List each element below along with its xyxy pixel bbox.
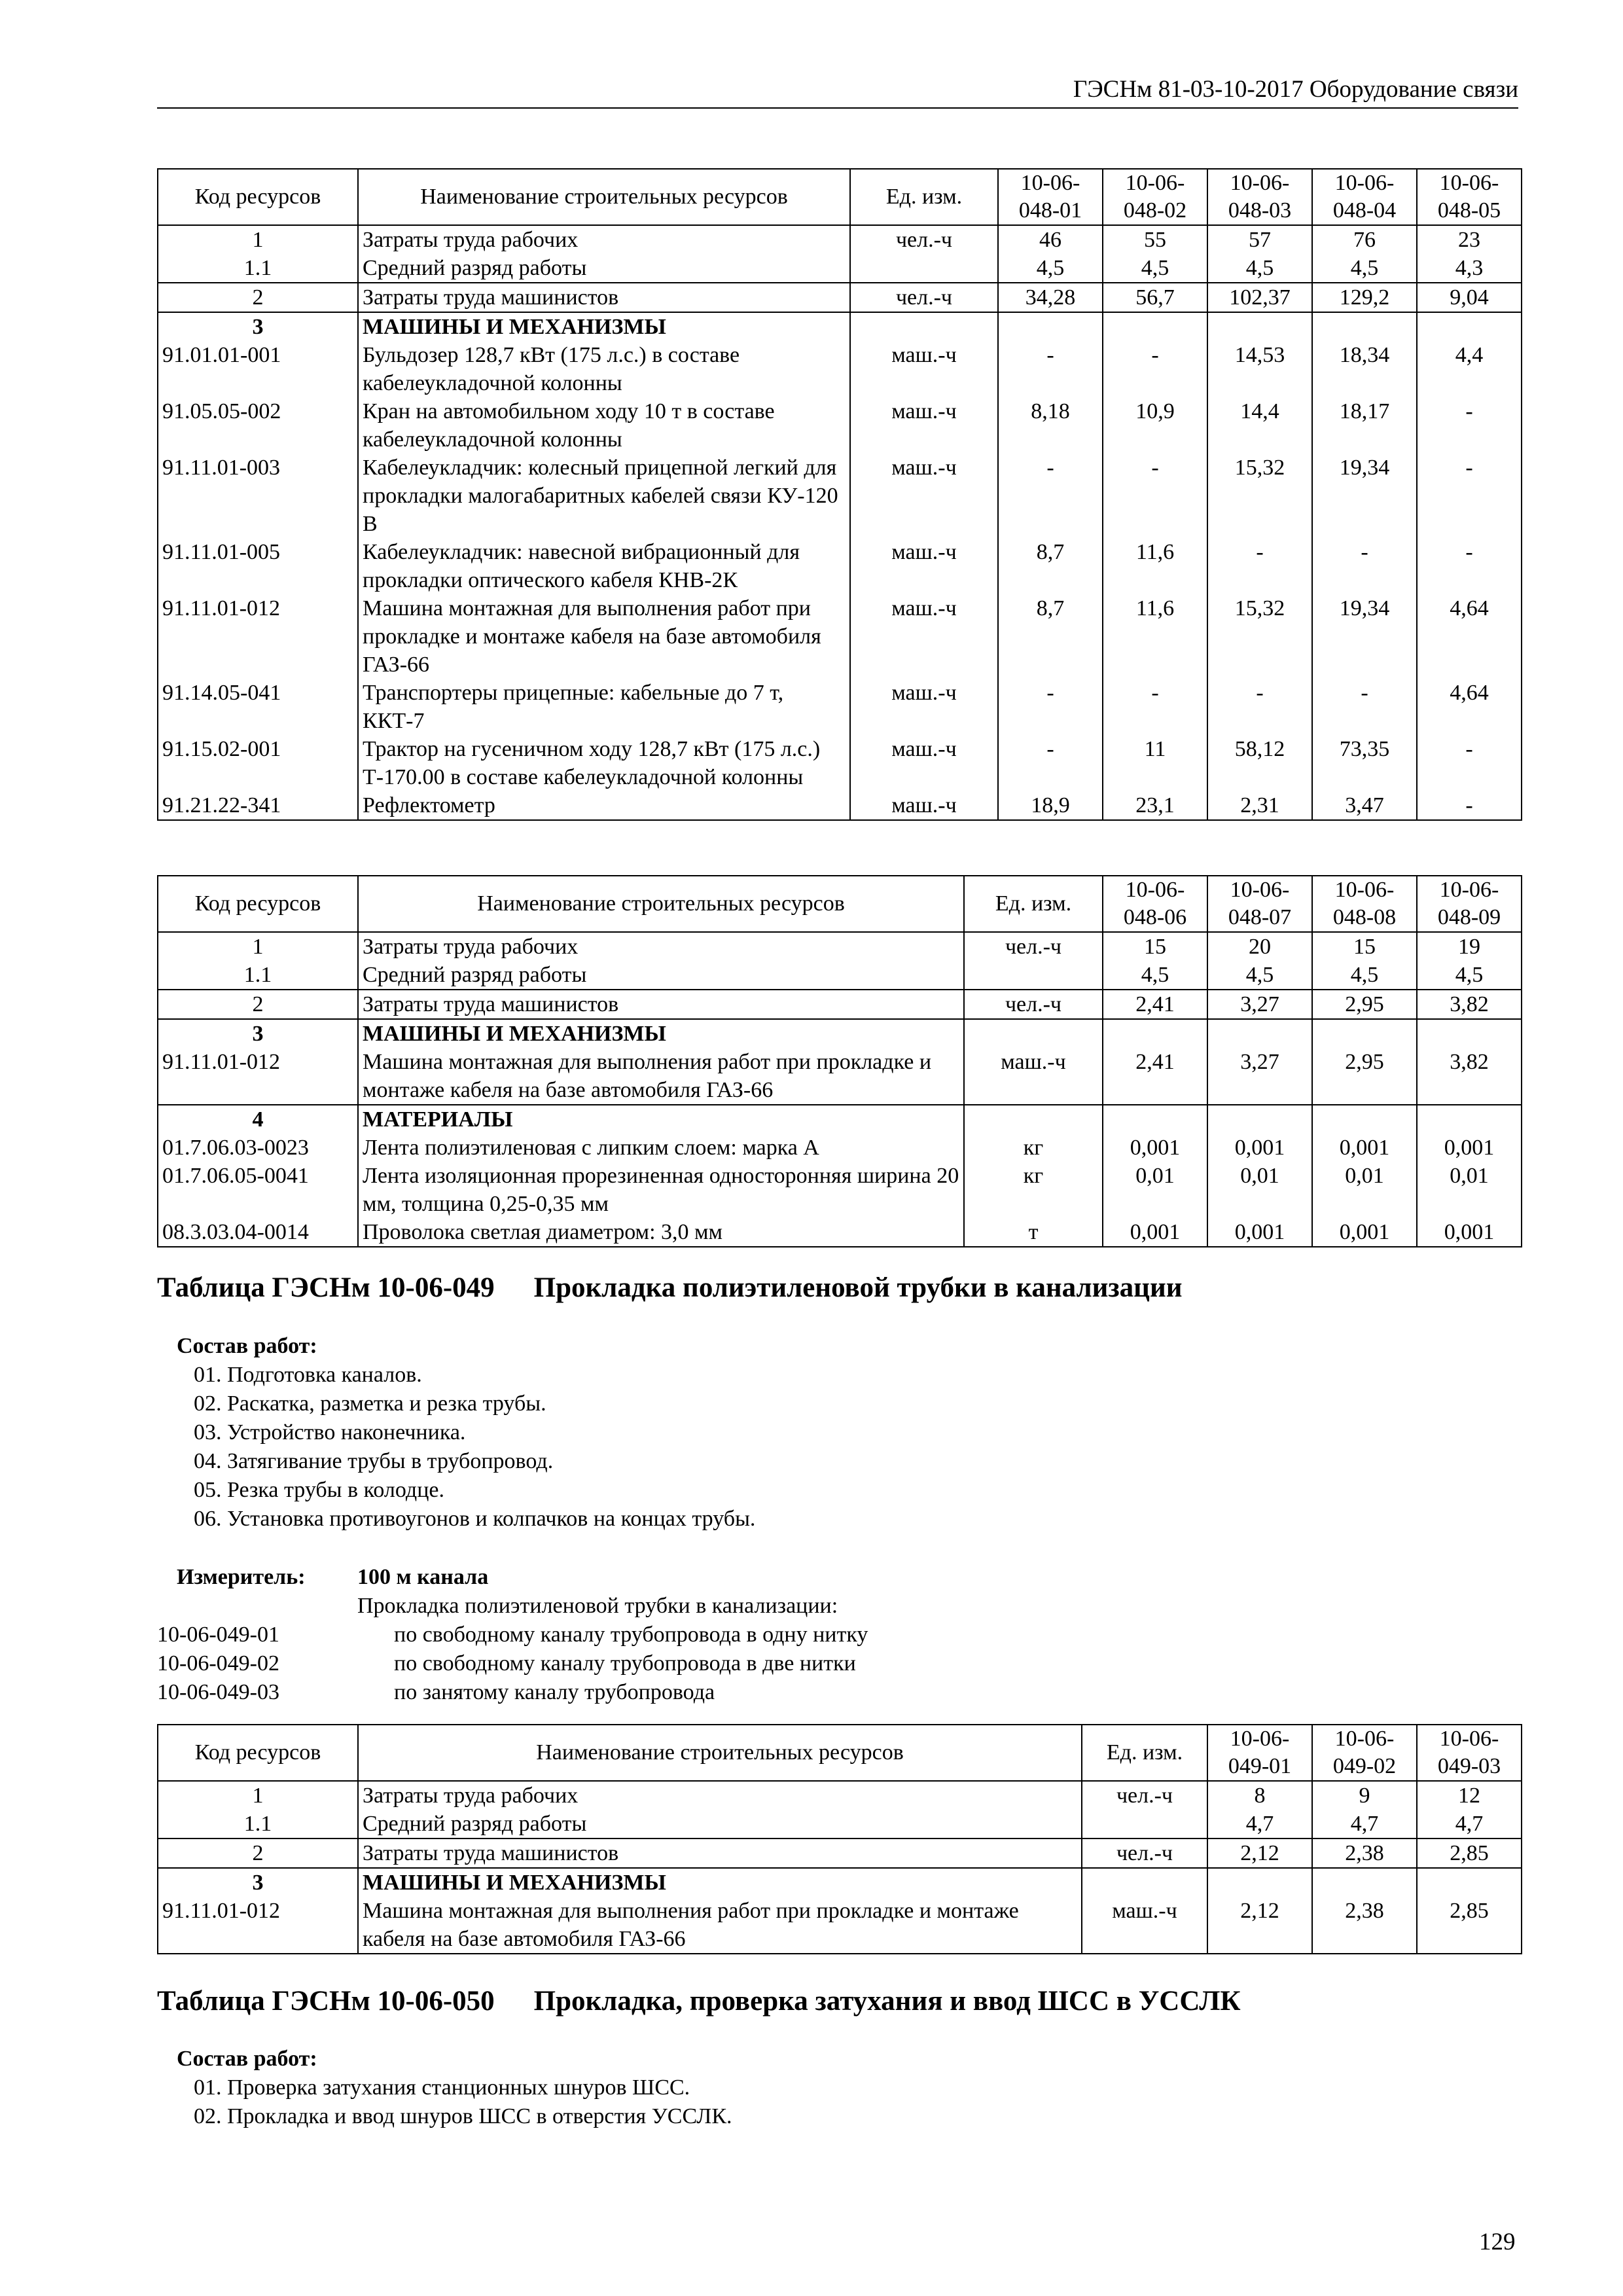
value-cell: 4,7	[1417, 1810, 1522, 1839]
resource-name-cell: Затраты труда машинистов	[358, 990, 964, 1019]
variant-code: 10-06-049-01	[157, 1623, 279, 1647]
resource-code-cell: 91.21.22-341	[158, 791, 358, 820]
variant-code: 10-06-049-02	[157, 1651, 279, 1676]
resource-name-cell: Средний разряд работы	[358, 254, 850, 283]
col-header-name: Наименование строительных ресурсов	[358, 876, 964, 932]
value-cell: 57	[1207, 225, 1312, 254]
resource-code-cell: 1.1	[158, 254, 358, 283]
value-cell: 4,5	[1207, 961, 1312, 990]
value-cell: 12	[1417, 1781, 1522, 1810]
resource-name-cell: Затраты труда рабочих	[358, 225, 850, 254]
value-cell: 23,1	[1103, 791, 1207, 820]
resource-code-cell: 01.7.06.03-0023	[158, 1134, 358, 1162]
resource-code-cell: 1	[158, 932, 358, 961]
unit-cell: кг	[964, 1134, 1103, 1162]
table-row	[158, 1868, 1522, 1897]
resource-code-cell: 91.14.05-041	[158, 679, 358, 735]
value-cell	[1312, 1868, 1417, 1897]
unit-cell	[1082, 1868, 1207, 1897]
value-cell: 0,01	[1312, 1162, 1417, 1218]
value-cell: 2,95	[1312, 990, 1417, 1019]
unit-cell: маш.-ч	[850, 454, 998, 538]
col-header-norm-code: 10-06-048-07	[1207, 876, 1312, 932]
value-cell: 8,7	[998, 538, 1103, 594]
value-cell: 55	[1103, 225, 1207, 254]
value-cell: 4,64	[1417, 594, 1522, 679]
table-row	[158, 538, 1522, 594]
table-row	[158, 1897, 1522, 1954]
unit-cell: маш.-ч	[850, 594, 998, 679]
value-cell	[1207, 312, 1312, 341]
resource-table-049	[157, 1724, 1522, 1954]
meter-variant-row	[157, 1621, 1518, 1649]
value-cell: -	[1417, 791, 1522, 820]
value-cell: 129,2	[1312, 283, 1417, 312]
resource-code-cell: 91.15.02-001	[158, 735, 358, 791]
resource-code-cell: 3	[158, 1019, 358, 1048]
value-cell: 0,001	[1312, 1218, 1417, 1247]
value-cell: 0,01	[1103, 1162, 1207, 1218]
unit-cell	[964, 1105, 1103, 1134]
work-composition-049	[157, 1332, 1518, 1534]
value-cell: -	[998, 454, 1103, 538]
table-row	[158, 1134, 1522, 1162]
table-row	[158, 1162, 1522, 1218]
value-cell: 9,04	[1417, 283, 1522, 312]
col-header-norm-code: 10-06-048-02	[1103, 169, 1207, 225]
value-cell	[1207, 1868, 1312, 1897]
value-cell: 4,5	[1103, 254, 1207, 283]
value-cell: 15,32	[1207, 594, 1312, 679]
table-row	[158, 1781, 1522, 1810]
meter-variant-row	[157, 1678, 1518, 1707]
resource-table-048-part2	[157, 875, 1522, 1247]
table-row	[158, 283, 1522, 312]
unit-cell: чел.-ч	[1082, 1781, 1207, 1810]
table-row	[158, 341, 1522, 397]
value-cell	[1417, 1105, 1522, 1134]
value-cell: 4,7	[1207, 1810, 1312, 1839]
table-title-text: Прокладка полиэтиленовой трубки в канализации	[533, 1272, 1183, 1303]
value-cell	[998, 312, 1103, 341]
value-cell	[1417, 1019, 1522, 1048]
resource-name-cell: Транспортеры прицепные: кабельные до 7 т, ККТ-7	[358, 679, 850, 735]
value-cell: 0,001	[1417, 1218, 1522, 1247]
value-cell: 0,001	[1417, 1134, 1522, 1162]
table-row	[158, 990, 1522, 1019]
col-header-name: Наименование строительных ресурсов	[358, 1725, 1082, 1781]
unit-cell: маш.-ч	[850, 679, 998, 735]
table-header	[158, 169, 1522, 225]
section-heading-cell: МАТЕРИАЛЫ	[358, 1105, 964, 1134]
resource-name-cell: Затраты труда машинистов	[358, 1839, 1082, 1868]
value-cell: 3,82	[1417, 1048, 1522, 1105]
table-row	[158, 1105, 1522, 1134]
col-header-norm-code: 10-06-048-03	[1207, 169, 1312, 225]
unit-cell: маш.-ч	[850, 791, 998, 820]
unit-cell: маш.-ч	[850, 397, 998, 454]
value-cell: 0,01	[1207, 1162, 1312, 1218]
resource-code-cell: 91.05.05-002	[158, 397, 358, 454]
work-composition-label: Состав работ:	[177, 2047, 317, 2071]
table-row	[158, 1839, 1522, 1868]
resource-name-cell: Затраты труда машинистов	[358, 283, 850, 312]
value-cell: 0,001	[1312, 1134, 1417, 1162]
resource-name-cell: Бульдозер 128,7 кВт (175 л.с.) в составе кабелеукладочной колонны	[358, 341, 850, 397]
running-header: ГЭСНм 81-03-10-2017 Оборудование связи	[157, 73, 1518, 109]
value-cell: 4,5	[1312, 961, 1417, 990]
table-row	[158, 225, 1522, 254]
resource-name-cell: Лента полиэтиленовая с липким слоем: марка А	[358, 1134, 964, 1162]
resource-name-cell: Рефлектометр	[358, 791, 850, 820]
value-cell	[1417, 1868, 1522, 1897]
table-header	[158, 876, 1522, 932]
work-step: 05. Резка трубы в колодце.	[194, 1478, 444, 1502]
table-body	[158, 932, 1522, 1247]
value-cell: 15	[1103, 932, 1207, 961]
work-composition-label: Состав работ:	[177, 1334, 317, 1358]
unit-cell: маш.-ч	[964, 1048, 1103, 1105]
value-cell: 0,001	[1103, 1134, 1207, 1162]
value-cell: 4,5	[1103, 961, 1207, 990]
value-cell: 2,12	[1207, 1839, 1312, 1868]
resource-code-cell: 91.01.01-001	[158, 341, 358, 397]
work-step: 03. Устройство наконечника.	[194, 1420, 466, 1444]
value-cell: 2,41	[1103, 990, 1207, 1019]
resource-code-cell: 1	[158, 1781, 358, 1810]
value-cell: -	[1312, 538, 1417, 594]
value-cell: 23	[1417, 225, 1522, 254]
unit-cell: чел.-ч	[964, 990, 1103, 1019]
value-cell: -	[1103, 454, 1207, 538]
resource-code-cell: 91.11.01-003	[158, 454, 358, 538]
table-row	[158, 594, 1522, 679]
col-header-norm-code: 10-06-049-01	[1207, 1725, 1312, 1781]
value-cell: -	[998, 679, 1103, 735]
col-header-code: Код ресурсов	[158, 1725, 358, 1781]
value-cell: 4,5	[1207, 254, 1312, 283]
page-number: 129	[1479, 2229, 1516, 2255]
value-cell: -	[1312, 679, 1417, 735]
value-cell: 2,95	[1312, 1048, 1417, 1105]
resource-code-cell: 2	[158, 283, 358, 312]
work-step: 02. Раскатка, разметка и резка трубы.	[194, 1391, 546, 1416]
value-cell: 14,53	[1207, 341, 1312, 397]
work-step: 01. Проверка затухания станционных шнуров ШСС.	[194, 2075, 690, 2100]
value-cell: 20	[1207, 932, 1312, 961]
resource-code-cell: 2	[158, 1839, 358, 1868]
unit-cell: маш.-ч	[1082, 1897, 1207, 1954]
value-cell: 9	[1312, 1781, 1417, 1810]
table-row	[158, 1218, 1522, 1247]
col-header-unit: Ед. изм.	[964, 876, 1103, 932]
value-cell: 18,17	[1312, 397, 1417, 454]
value-cell: 4,64	[1417, 679, 1522, 735]
value-cell: -	[1207, 538, 1312, 594]
value-cell: -	[1417, 397, 1522, 454]
col-header-norm-code: 10-06-048-06	[1103, 876, 1207, 932]
table-title-text: Прокладка, проверка затухания и ввод ШСС в УССЛК	[533, 1986, 1241, 2017]
col-header-norm-code: 10-06-048-08	[1312, 876, 1417, 932]
unit-cell: чел.-ч	[1082, 1839, 1207, 1868]
unit-cell: чел.-ч	[850, 283, 998, 312]
table-title-code: Таблица ГЭСНм 10-06-050	[157, 1986, 495, 2017]
meter-description: Прокладка полиэтиленовой трубки в канализации:	[357, 1594, 838, 1618]
value-cell	[1312, 312, 1417, 341]
resource-table-048-part1	[157, 168, 1522, 821]
resource-code-cell: 2	[158, 990, 358, 1019]
value-cell: 8,18	[998, 397, 1103, 454]
value-cell: 2,41	[1103, 1048, 1207, 1105]
resource-code-cell: 91.11.01-012	[158, 594, 358, 679]
resource-name-cell: Средний разряд работы	[358, 961, 964, 990]
value-cell: 15	[1312, 932, 1417, 961]
resource-code-cell: 1.1	[158, 1810, 358, 1839]
value-cell: 56,7	[1103, 283, 1207, 312]
resource-name-cell: Машина монтажная для выполнения работ при прокладке и монтаже кабеля на базе автомобиля ГАЗ-66	[358, 1048, 964, 1105]
value-cell: 15,32	[1207, 454, 1312, 538]
value-cell: 2,31	[1207, 791, 1312, 820]
unit-cell: маш.-ч	[850, 341, 998, 397]
table-row	[158, 254, 1522, 283]
work-step: 02. Прокладка и ввод шнуров ШСС в отверстия УССЛК.	[194, 2104, 732, 2128]
resource-code-cell: 1.1	[158, 961, 358, 990]
resource-name-cell: Затраты труда рабочих	[358, 1781, 1082, 1810]
resource-name-cell: Лента изоляционная прорезиненная односторонняя ширина 20 мм, толщина 0,25-0,35 мм	[358, 1162, 964, 1218]
value-cell: -	[1207, 679, 1312, 735]
col-header-norm-code: 10-06-048-05	[1417, 169, 1522, 225]
col-header-norm-code: 10-06-049-03	[1417, 1725, 1522, 1781]
resource-code-cell: 01.7.06.05-0041	[158, 1162, 358, 1218]
value-cell: 14,4	[1207, 397, 1312, 454]
value-cell	[1207, 1105, 1312, 1134]
meter-block-049	[157, 1563, 1518, 1707]
unit-cell: т	[964, 1218, 1103, 1247]
col-header-name: Наименование строительных ресурсов	[358, 169, 850, 225]
table-row	[158, 397, 1522, 454]
value-cell: 0,001	[1207, 1218, 1312, 1247]
value-cell: 11,6	[1103, 538, 1207, 594]
resource-code-cell: 3	[158, 312, 358, 341]
value-cell: 76	[1312, 225, 1417, 254]
value-cell: 19,34	[1312, 594, 1417, 679]
value-cell: 46	[998, 225, 1103, 254]
resource-name-cell: Средний разряд работы	[358, 1810, 1082, 1839]
value-cell: 4,3	[1417, 254, 1522, 283]
value-cell: 3,27	[1207, 1048, 1312, 1105]
resource-code-cell: 1	[158, 225, 358, 254]
table-body	[158, 1781, 1522, 1954]
table-body	[158, 225, 1522, 820]
value-cell: 4,4	[1417, 341, 1522, 397]
value-cell: -	[1103, 341, 1207, 397]
table-title-049	[157, 1270, 1518, 1306]
resource-code-cell: 91.11.01-012	[158, 1897, 358, 1954]
value-cell	[1312, 1019, 1417, 1048]
col-header-unit: Ед. изм.	[850, 169, 998, 225]
value-cell: 10,9	[1103, 397, 1207, 454]
resource-name-cell: Машина монтажная для выполнения работ при прокладке и монтаже кабеля на базе автомобиля ГАЗ-66	[358, 1897, 1082, 1954]
table-row	[158, 1019, 1522, 1048]
value-cell: 2,38	[1312, 1839, 1417, 1868]
unit-cell	[964, 1019, 1103, 1048]
resource-name-cell: Проволока светлая диаметром: 3,0 мм	[358, 1218, 964, 1247]
col-header-norm-code: 10-06-048-04	[1312, 169, 1417, 225]
value-cell	[1207, 1019, 1312, 1048]
unit-cell	[850, 312, 998, 341]
value-cell: 3,47	[1312, 791, 1417, 820]
value-cell	[1103, 312, 1207, 341]
value-cell	[1417, 312, 1522, 341]
resource-code-cell: 3	[158, 1868, 358, 1897]
unit-cell	[1082, 1810, 1207, 1839]
value-cell: 3,27	[1207, 990, 1312, 1019]
value-cell: -	[1417, 454, 1522, 538]
value-cell	[1103, 1105, 1207, 1134]
table-row	[158, 1048, 1522, 1105]
table-title-code: Таблица ГЭСНм 10-06-049	[157, 1272, 495, 1303]
work-step: 01. Подготовка каналов.	[194, 1363, 422, 1387]
value-cell: 4,5	[1312, 254, 1417, 283]
work-step: 06. Установка противоугонов и колпачков на концах трубы.	[194, 1507, 756, 1531]
value-cell: 11,6	[1103, 594, 1207, 679]
unit-cell: кг	[964, 1162, 1103, 1218]
variant-text: по свободному каналу трубопровода в две нитки	[394, 1651, 856, 1676]
value-cell: 58,12	[1207, 735, 1312, 791]
value-cell: 4,5	[998, 254, 1103, 283]
value-cell: 2,85	[1417, 1897, 1522, 1954]
work-step: 04. Затягивание трубы в трубопровод.	[194, 1449, 554, 1473]
col-header-code: Код ресурсов	[158, 169, 358, 225]
value-cell: -	[1103, 679, 1207, 735]
resource-code-cell: 4	[158, 1105, 358, 1134]
value-cell	[1103, 1019, 1207, 1048]
resource-name-cell: Затраты труда рабочих	[358, 932, 964, 961]
unit-cell	[964, 961, 1103, 990]
unit-cell	[850, 254, 998, 283]
value-cell: -	[1417, 538, 1522, 594]
unit-cell: чел.-ч	[964, 932, 1103, 961]
meter-variant-row	[157, 1649, 1518, 1678]
unit-cell: маш.-ч	[850, 538, 998, 594]
value-cell: 2,38	[1312, 1897, 1417, 1954]
value-cell: 2,85	[1417, 1839, 1522, 1868]
value-cell: -	[998, 735, 1103, 791]
value-cell: 8	[1207, 1781, 1312, 1810]
table-row	[158, 312, 1522, 341]
table-row	[158, 791, 1522, 820]
work-composition-050	[157, 2045, 1518, 2131]
table-title-050	[157, 1983, 1518, 2020]
value-cell: 73,35	[1312, 735, 1417, 791]
variant-text: по свободному каналу трубопровода в одну нитку	[394, 1623, 868, 1647]
value-cell: 11	[1103, 735, 1207, 791]
value-cell: 18,34	[1312, 341, 1417, 397]
table-row	[158, 679, 1522, 735]
value-cell: 19	[1417, 932, 1522, 961]
meter-unit: 100 м канала	[357, 1565, 489, 1589]
section-heading-cell: МАШИНЫ И МЕХАНИЗМЫ	[358, 312, 850, 341]
resource-name-cell: Кран на автомобильном ходу 10 т в составе кабелеукладочной колонны	[358, 397, 850, 454]
value-cell: 18,9	[998, 791, 1103, 820]
value-cell: 19,34	[1312, 454, 1417, 538]
col-header-unit: Ед. изм.	[1082, 1725, 1207, 1781]
value-cell: 0,001	[1207, 1134, 1312, 1162]
col-header-norm-code: 10-06-049-02	[1312, 1725, 1417, 1781]
variant-text: по занятому каналу трубопровода	[394, 1680, 715, 1704]
value-cell: 34,28	[998, 283, 1103, 312]
col-header-norm-code: 10-06-048-09	[1417, 876, 1522, 932]
section-heading-cell: МАШИНЫ И МЕХАНИЗМЫ	[358, 1019, 964, 1048]
value-cell: 3,82	[1417, 990, 1522, 1019]
resource-name-cell: Машина монтажная для выполнения работ при прокладке и монтаже кабеля на базе автомобиля ГАЗ-66	[358, 594, 850, 679]
resource-name-cell: Трактор на гусеничном ходу 128,7 кВт (175 л.с.) Т-170.00 в составе кабелеукладочной колонны	[358, 735, 850, 791]
value-cell: 4,5	[1417, 961, 1522, 990]
value-cell	[1312, 1105, 1417, 1134]
value-cell: 102,37	[1207, 283, 1312, 312]
value-cell: 0,01	[1417, 1162, 1522, 1218]
section-heading-cell: МАШИНЫ И МЕХАНИЗМЫ	[358, 1868, 1082, 1897]
table-row	[158, 735, 1522, 791]
table-row	[158, 961, 1522, 990]
table-row	[158, 932, 1522, 961]
table-row	[158, 454, 1522, 538]
unit-cell: маш.-ч	[850, 735, 998, 791]
value-cell: 8,7	[998, 594, 1103, 679]
value-cell: 2,12	[1207, 1897, 1312, 1954]
variant-code: 10-06-049-03	[157, 1680, 279, 1704]
resource-code-cell: 08.3.03.04-0014	[158, 1218, 358, 1247]
value-cell: 0,001	[1103, 1218, 1207, 1247]
meter-label: Измеритель:	[177, 1565, 306, 1589]
resource-code-cell: 91.11.01-012	[158, 1048, 358, 1105]
value-cell: -	[1417, 735, 1522, 791]
value-cell: -	[998, 341, 1103, 397]
table-header	[158, 1725, 1522, 1781]
unit-cell: чел.-ч	[850, 225, 998, 254]
resource-name-cell: Кабелеукладчик: колесный прицепной легкий для прокладки малогабаритных кабелей связи КУ-120 В	[358, 454, 850, 538]
col-header-code: Код ресурсов	[158, 876, 358, 932]
col-header-norm-code: 10-06-048-01	[998, 169, 1103, 225]
resource-code-cell: 91.11.01-005	[158, 538, 358, 594]
resource-name-cell: Кабелеукладчик: навесной вибрационный для прокладки оптического кабеля КНВ-2К	[358, 538, 850, 594]
table-row	[158, 1810, 1522, 1839]
value-cell: 4,7	[1312, 1810, 1417, 1839]
